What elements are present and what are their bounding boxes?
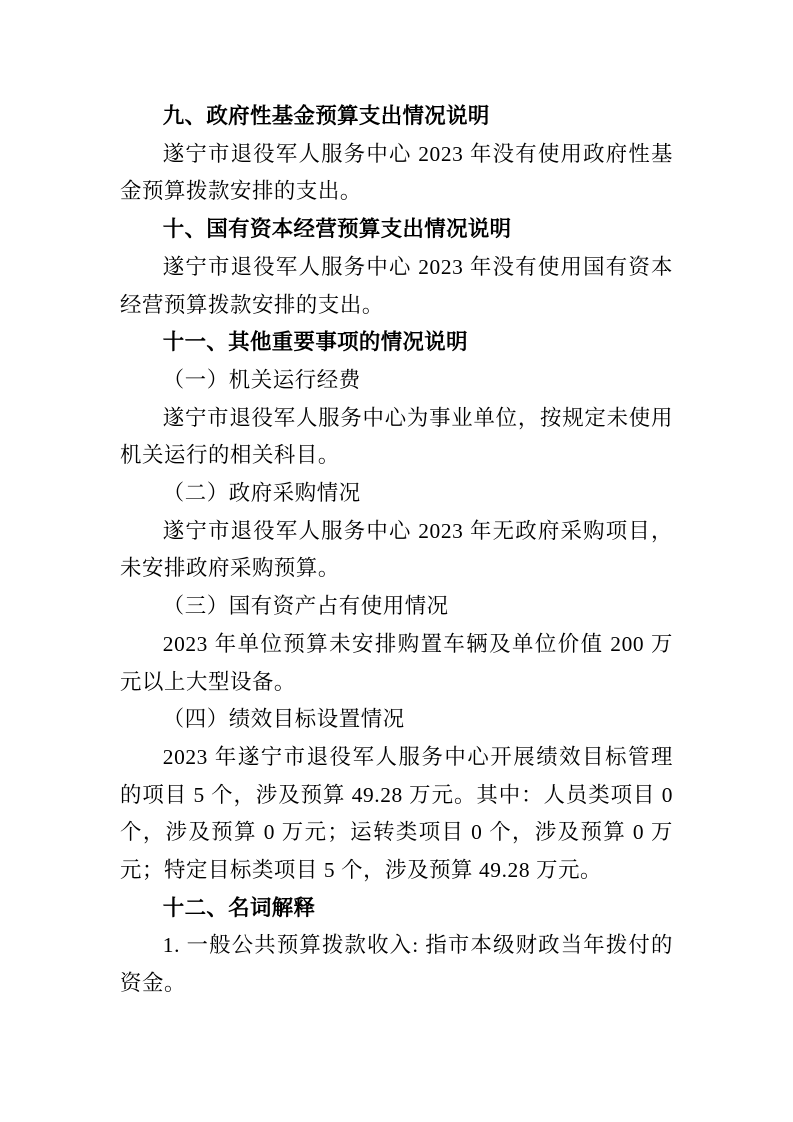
para-11-3-body: 2023 年单位预算未安排购置车辆及单位价值 200 万元以上大型设备。	[120, 631, 673, 694]
subheading-11-1: （一）机关运行经费	[162, 367, 361, 392]
para-12-term-1: 1. 一般公共预算拨款收入: 指市本级财政当年拨付的资金。	[120, 933, 673, 996]
para-11-1-body: 遂宁市退役军人服务中心为事业单位，按规定未使用机关运行的相关科目。	[120, 405, 673, 468]
heading-section-11: 十一、其他重要事项的情况说明	[162, 330, 468, 355]
subheading-11-2: （二）政府采购情况	[162, 481, 361, 506]
heading-section-9: 九、政府性基金预算支出情况说明	[162, 104, 490, 128]
para-11-4-body: 2023 年遂宁市退役军人服务中心开展绩效目标管理的项目 5 个，涉及预算 49.28 万元。其中：人员类项目 0 个，涉及预算 0 万元；运转类项目 0 个，涉及预算 0 万元；特定目标类项目 5 个，涉及预算 49.28 万元。	[120, 744, 673, 883]
para-11-2-body: 遂宁市退役军人服务中心 2023 年无政府采购项目，未安排政府采购预算。	[120, 518, 673, 581]
para-section-10-body: 遂宁市退役军人服务中心 2023 年没有使用国有资本经营预算拨款安排的支出。	[120, 254, 673, 317]
subheading-11-4: （四）绩效目标设置情况	[162, 707, 405, 732]
heading-section-12: 十二、名词解释	[162, 895, 316, 920]
subheading-11-3: （三）国有资产占有使用情况	[162, 594, 449, 619]
heading-section-10: 十、国有资本经营预算支出情况说明	[162, 217, 512, 242]
para-section-9-body: 遂宁市退役军人服务中心 2023 年没有使用政府性基金预算拨款安排的支出。	[120, 141, 673, 204]
